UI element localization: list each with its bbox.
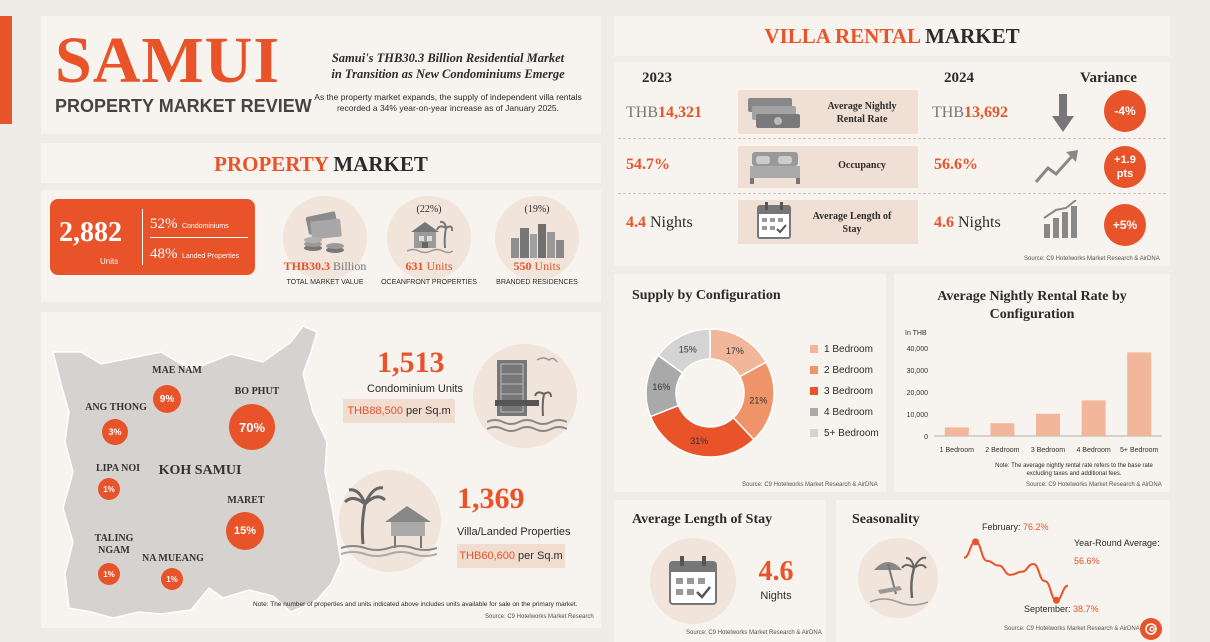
map-label-maret: MARET [227, 495, 265, 506]
occupancy-2024: 56.6% [934, 156, 978, 173]
seasonality-source: Source: C9 Hotelworks Market Research & AirDNA [1004, 626, 1140, 632]
market-value: THB30.3 Billion [283, 259, 367, 273]
x-tick-label: 2 Bedroom [985, 447, 1020, 454]
map-panel [41, 312, 601, 628]
bar [945, 427, 969, 436]
length-of-stay-panel [614, 500, 826, 642]
supply-chart-title: Supply by Configuration [632, 288, 781, 303]
legend-label: 2 Bedroom [824, 365, 873, 376]
bar [1082, 400, 1106, 436]
calendar-icon [756, 200, 792, 245]
bar [1127, 352, 1151, 436]
oceanfront-units: 631 Units [405, 259, 453, 273]
map-pct-lipa-noi: 1% [98, 478, 120, 500]
island-name: KOH SAMUI [158, 463, 242, 478]
villa-icon [341, 478, 437, 563]
stay-2024: 4.6 Nights [934, 214, 1001, 231]
supply-source: Source: C9 Hotelworks Market Research & AirDNA [742, 482, 878, 488]
legend-label: 5+ Bedroom [824, 428, 879, 439]
legend-item [810, 428, 879, 439]
season-peak-label: February: 76.2% [982, 522, 1049, 532]
total-units-card [50, 199, 255, 275]
beach-umbrella-icon [870, 550, 928, 611]
total-units-value: 2,882 [59, 217, 122, 248]
c9-logo [1140, 618, 1162, 640]
length-of-stay-source: Source: C9 Hotelworks Market Research & AirDNA [686, 630, 822, 636]
seasonality-title: Seasonality [852, 512, 920, 527]
donut-value-label: 21% [749, 395, 768, 406]
oceanfront-share: (22%) [416, 204, 442, 215]
col-variance: Variance [1080, 70, 1137, 86]
legend-label: 1 Bedroom [824, 344, 873, 355]
season-line [964, 542, 1068, 600]
season-peak-point [972, 538, 979, 545]
branded-share: (19%) [524, 204, 550, 215]
map-label-mae-nam: MAE NAM [152, 365, 202, 376]
length-of-stay-unit: Nights [760, 590, 792, 602]
row-divider-2 [618, 193, 1166, 194]
villa-units-label: Villa/Landed Properties [457, 526, 571, 538]
villa-rental-source: Source: C9 Hotelworks Market Research & AirDNA [1024, 256, 1160, 262]
rate-bar-chart [894, 336, 1170, 460]
legend-item [810, 407, 873, 418]
map-pct-mae-nam: 9% [153, 385, 181, 413]
property-market-title-panel [41, 143, 601, 183]
market-value-label: TOTAL MARKET VALUE [286, 279, 364, 286]
condo-units-label: Condominium Units [367, 383, 463, 395]
legend-item [810, 386, 873, 397]
map-pct-maret: 15% [226, 512, 264, 550]
rental-rate-label: Average Nightly Rental Rate [827, 101, 897, 125]
season-low-label: September: 38.7% [1024, 604, 1099, 614]
villa-rental-title: VILLA RENTAL MARKET [764, 24, 1020, 48]
rate-chart-unit: In THB [905, 330, 927, 337]
calendar-icon [668, 554, 718, 611]
money-stack-icon [744, 94, 802, 135]
legend-item [810, 344, 873, 355]
villa-rental-title-panel [614, 16, 1170, 56]
split-divider [142, 209, 143, 265]
map-label-na-mueang: NA MUEANG [142, 553, 204, 564]
legend-label: 3 Bedroom [824, 386, 873, 397]
row-divider-1 [618, 138, 1166, 139]
seasonality-line-chart [960, 528, 1072, 616]
landed-share: 48% Landed Properties [150, 246, 240, 262]
villa-price-box: THB60,600 per Sq.m [457, 544, 565, 568]
stay-2023: 4.4 Nights [626, 214, 693, 231]
supply-donut-chart [644, 326, 794, 460]
legend-swatch [810, 429, 818, 437]
x-tick-label: 4 Bedroom [1076, 447, 1111, 454]
x-tick-label: 5+ Bedroom [1120, 447, 1159, 454]
season-avg-label: Year-Round Average: [1074, 538, 1160, 548]
headline: Samui's THB30.3 Billion Residential Market in Transition as New Condominiums Emerge [331, 51, 565, 81]
y-tick-label: 10,000 [906, 412, 928, 419]
legend-swatch [810, 366, 818, 374]
map-label-taling-ngam: TALING NGAM [94, 533, 134, 556]
length-of-stay-title: Average Length of Stay [632, 512, 773, 527]
bar [1036, 414, 1060, 436]
legend-swatch [810, 387, 818, 395]
rental-rate-2023: THB14,321 [626, 104, 702, 121]
split-line [150, 237, 248, 238]
map-label-bo-phut: BO PHUT [234, 386, 280, 397]
map-pct-taling-ngam: 1% [98, 563, 120, 585]
donut-value-label: 16% [652, 381, 671, 392]
map-pct-bo-phut: 70% [229, 404, 275, 450]
length-of-stay-value: 4.6 [758, 556, 794, 587]
accent-strip [0, 16, 12, 124]
oceanfront-label: OCEANFRONT PROPERTIES [381, 279, 477, 286]
condo-building-icon [487, 352, 567, 441]
arrow-down-icon [1052, 94, 1074, 137]
city-skyline-icon [509, 220, 565, 263]
legend-swatch [810, 408, 818, 416]
villa-rental-panel [614, 62, 1170, 266]
season-low-point [1053, 597, 1060, 604]
condo-units-value: 1,513 [377, 346, 445, 379]
branded-units: 550 Units [513, 259, 561, 273]
branded-label: BRANDED RESIDENCES [496, 279, 578, 286]
stay-variance: +5% [1104, 204, 1146, 246]
bar [990, 423, 1014, 436]
donut-value-label: 15% [678, 344, 697, 355]
y-tick-label: 0 [924, 434, 928, 441]
stay-label: Average Length of Stay [812, 211, 892, 235]
col-2024: 2024 [944, 70, 974, 86]
villa-units-value: 1,369 [457, 482, 525, 515]
map-pct-na-mueang: 1% [161, 568, 183, 590]
money-stack-icon [297, 210, 353, 263]
x-tick-label: 1 Bedroom [939, 447, 974, 454]
rental-rate-2024: THB13,692 [932, 104, 1008, 121]
map-pct-ang-thong: 3% [102, 419, 128, 445]
rate-chart-title: Average Nightly Rental Rate by Configuration [937, 289, 1127, 322]
map-source: Source: C9 Hotelworks Market Research [485, 614, 594, 620]
condo-share: 52% Condominiums [150, 216, 229, 232]
beach-house-icon [407, 218, 453, 261]
donut-value-label: 17% [725, 345, 744, 356]
seasonality-panel [836, 500, 1170, 642]
bar-growth-icon [1040, 200, 1080, 245]
x-tick-label: 3 Bedroom [1030, 447, 1066, 454]
legend-label: 4 Bedroom [824, 407, 873, 418]
rate-chart-panel [894, 274, 1170, 492]
section-title: PROPERTY MARKET [214, 152, 428, 176]
donut-value-label: 31% [690, 435, 709, 446]
y-tick-label: 20,000 [906, 390, 928, 397]
intro-text: As the property market expands, the supply of independent villa rentals recorded a 34% year-on-year increase as of January 2025. [314, 92, 582, 113]
map-label-lipa-noi: LIPA NOI [96, 463, 140, 474]
season-avg-value: 56.6% [1074, 556, 1100, 566]
occupancy-2023: 54.7% [626, 156, 670, 173]
occupancy-label: Occupancy [838, 160, 886, 171]
total-units-label: Units [100, 257, 119, 266]
condo-price-box: THB88,500 per Sq.m [343, 399, 455, 423]
header-panel [41, 16, 601, 134]
supply-chart-panel [614, 274, 886, 492]
bed-icon [748, 150, 802, 191]
page-subtitle: PROPERTY MARKET REVIEW [55, 96, 312, 116]
rental-rate-variance: -4% [1104, 90, 1146, 132]
map-label-ang-thong: ANG THONG [85, 402, 147, 413]
map-note: Note: The number of properties and units indicated above includes units available for sale on the primary market. [253, 601, 578, 608]
trend-up-icon [1034, 148, 1080, 191]
rate-chart-note: Note: The average nightly rental rate refers to the base rate excluding taxes and additional fees. [995, 463, 1153, 477]
y-tick-label: 40,000 [906, 346, 928, 353]
y-tick-label: 30,000 [906, 368, 928, 375]
legend-item [810, 365, 873, 376]
occupancy-variance: +1.9 pts [1104, 146, 1146, 188]
rate-chart-source: Source: C9 Hotelworks Market Research & AirDNA [1026, 482, 1162, 488]
property-stats-panel [41, 190, 601, 302]
page-title: SAMUI [55, 24, 281, 97]
col-2023: 2023 [642, 70, 672, 86]
legend-swatch [810, 345, 818, 353]
